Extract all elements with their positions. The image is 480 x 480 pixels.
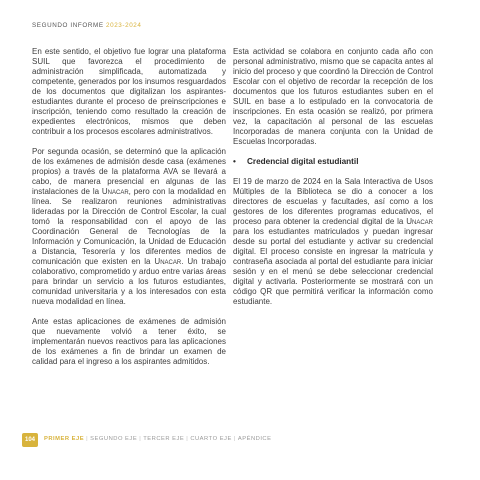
nav-item-cuarto-eje[interactable]: CUARTO EJE xyxy=(190,436,232,442)
unacar-mention: Unacar xyxy=(154,257,182,266)
left-paragraph-2 xyxy=(32,147,226,307)
nav-item-apendice[interactable]: APÉNDICE xyxy=(237,436,272,442)
unacar-mention: Unacar xyxy=(101,187,129,196)
right-column xyxy=(233,47,433,317)
section-heading xyxy=(233,157,433,167)
header-label: SEGUNDO INFORME xyxy=(32,22,106,29)
right-paragraph-2 xyxy=(233,177,433,307)
nav-separator: | xyxy=(139,436,142,442)
nav-separator: | xyxy=(233,436,236,442)
left-paragraph-2-part-b: , pero con la modalidad en línea. Se realizaron reuniones administrativas lideradas por la Dirección de Control Escolar, la cual tomó la responsabilidad con el apoyo de las Coordinación General de Tecnologías de la Información y Comunicación, la Unidad de Educación a Distancia, Tesorería y los diferentes medios de comunicación que existen en la xyxy=(32,187,226,266)
page-number-badge: 104 xyxy=(22,433,38,447)
footer-nav xyxy=(44,436,273,442)
left-paragraph-1: En este sentido, el objetivo fue lograr una plataforma SUIL que favorezca el procedimiento de administración simplificada, automatizada y competente, generados por los insumos resguardados de los documentos que digitalizan los aspirantes-estudiantes durante el proceso de preinscripciones e inscripción, teniendo como resultado la creación de expedientes electrónicos, mismos que deben contribuir a los procesos escolares administrativos. xyxy=(32,47,226,136)
bullet-icon: • xyxy=(233,157,236,166)
header-year: 2023-2024 xyxy=(105,22,142,29)
nav-separator: | xyxy=(186,436,189,442)
nav-separator: | xyxy=(86,436,89,442)
unacar-mention: Unacar xyxy=(406,217,433,226)
left-paragraph-2-part-a: Por segunda ocasión, se determinó que la aplicación de los exámenes de admisión desde casa (exámenes propios) a través de la plataforma AVA se llevará a cabo, de manera presencial en algunas de las instalaciones de la xyxy=(32,147,226,196)
running-header xyxy=(32,22,142,29)
nav-item-tercer-eje[interactable]: TERCER EJE xyxy=(143,436,185,442)
left-column xyxy=(32,47,226,377)
nav-item-segundo-eje[interactable]: SEGUNDO EJE xyxy=(90,436,138,442)
left-paragraph-2-part-c: . Un trabajo colaborativo, comprometido y arduo entre varias áreas para brindar un servicio a los futuros estudiantes, comunidad universitaria y a los interesados con esta nueva modalidad en línea. xyxy=(32,257,226,306)
right-paragraph-1: Esta actividad se colabora en conjunto cada año con personal administrativo, mismo que se capacita antes al inicio del proceso y que coordinó la Dirección de Control Escolar con el objetivo de recordar la recepción de los documentos que los futuros estudiantes suben en el SUIL en base a lo estipulado en la convocatoria de inscripciones. En esta ocasión se realizó, por primera vez, la capacitación al personal de las escuelas Incorporadas de manera conjunta con la Unidad de Escuelas Incorporadas. xyxy=(233,47,433,146)
section-heading-text: Credencial digital estudiantil xyxy=(247,157,359,166)
left-paragraph-3: Ante estas aplicaciones de exámenes de admisión que nuevamente volvió a tener éxito, se implementarán nuevos reactivos para las aplicaciones de los exámenes a fin de brindar un examen de calidad para el ingreso a los aspirantes admitidos. xyxy=(32,317,226,366)
footer-bar xyxy=(0,432,480,448)
nav-item-primer-eje[interactable]: PRIMER EJE xyxy=(44,436,85,442)
right-paragraph-2-part-b: para los estudiantes matriculados y puedan ingresar desde su portal del estudiante y activar su credencial digital. El proceso consiste en ingresar la matrícula y contraseña asociada al portal del estudiante para iniciar sesión y en el menú se debe seleccionar credencial digital y activarla. Posteriormente se mostrará con un código QR que permitirá verificar la información como estudiante. xyxy=(233,227,433,306)
right-paragraph-2-part-a: El 19 de marzo de 2024 en la Sala Interactiva de Usos Múltiples de la Biblioteca se dio a conocer a los directores de escuelas y facultades, así como a los gestores de los diferentes programas educativos, el proceso para obtener la credencial digital de la xyxy=(233,177,433,226)
